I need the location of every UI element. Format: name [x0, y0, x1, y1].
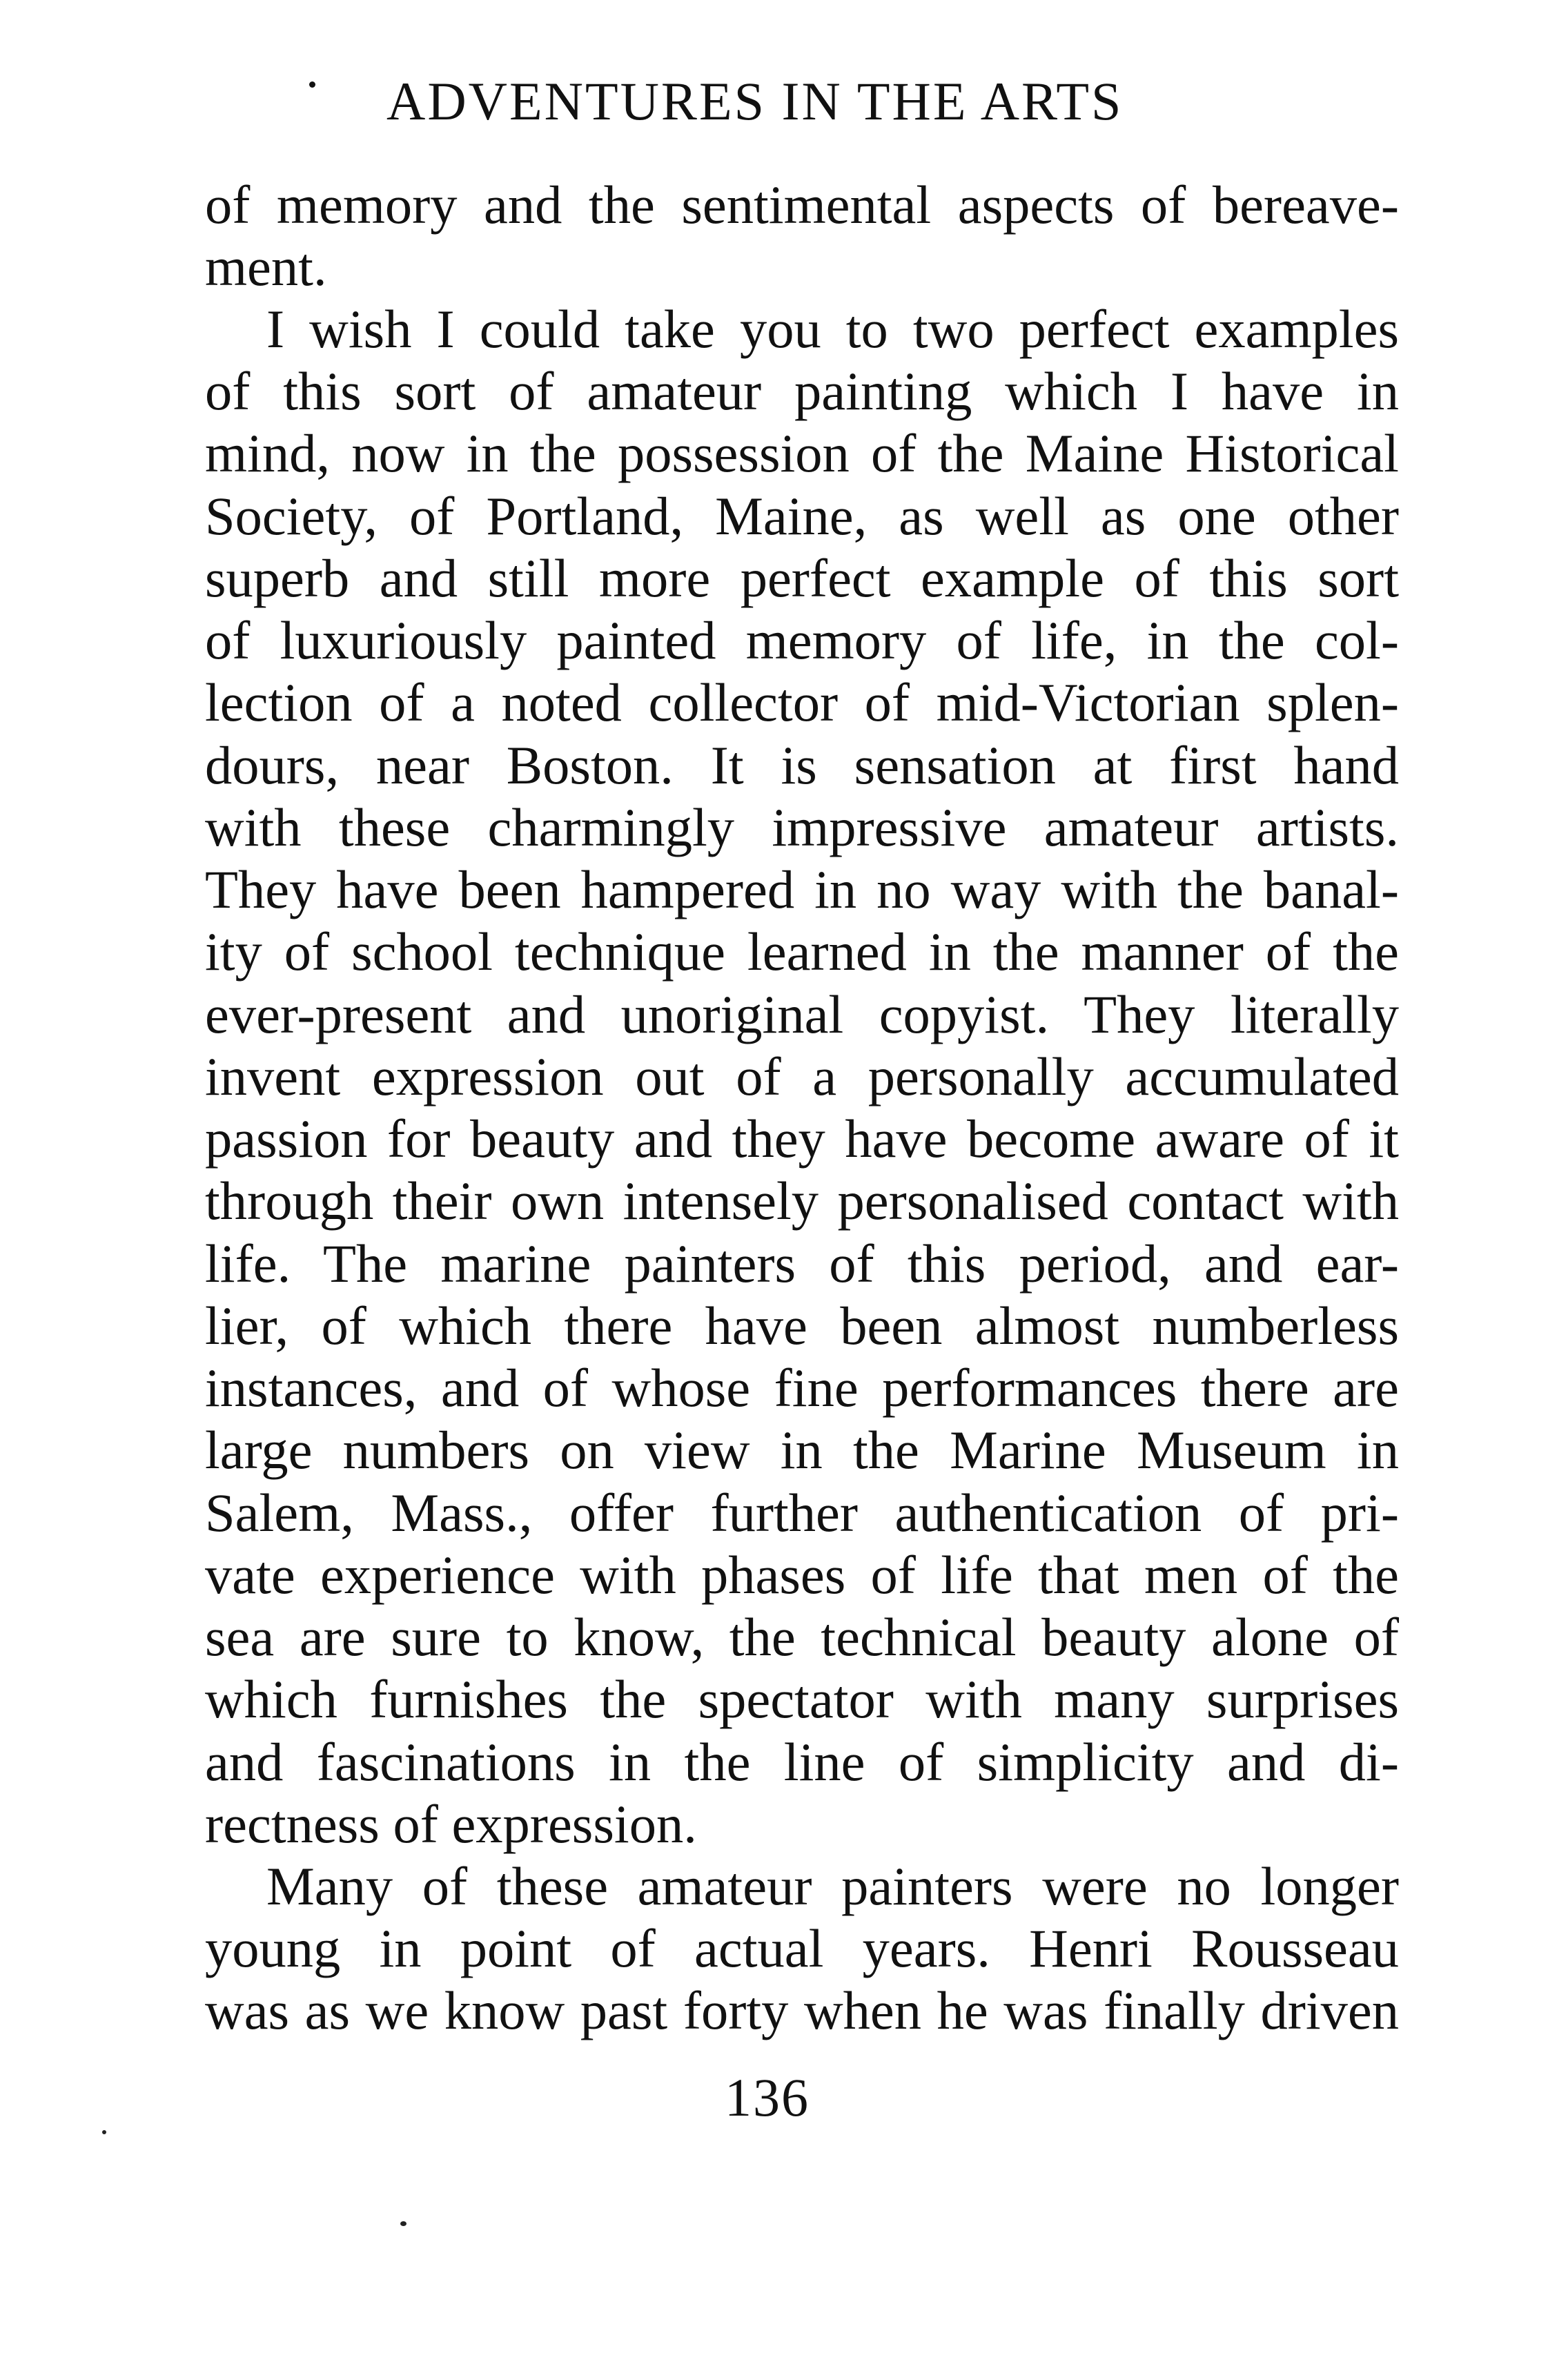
text-line: life. The marine painters of this period, and ear-: [205, 1233, 1399, 1294]
text-line: which furnishes the spectator with many surprises: [205, 1669, 1399, 1729]
text-line: dours, near Boston. It is sensation at first hand: [205, 735, 1399, 795]
text-line: I wish I could take you to two perfect examples: [266, 299, 1399, 359]
text-line: through their own intensely personalised contact with: [205, 1171, 1399, 1231]
text-line: young in point of actual years. Henri Rousseau: [205, 1918, 1399, 1978]
text-line: of this sort of amateur painting which I have in: [205, 361, 1399, 421]
text-line: sea are sure to know, the technical beauty alone of: [205, 1607, 1399, 1667]
text-line: with these charmingly impressive amateur artists.: [205, 797, 1399, 857]
text-line: ever-present and unoriginal copyist. They literally: [205, 984, 1399, 1044]
text-line: Many of these amateur painters were no longer: [266, 1856, 1399, 1916]
text-line: Salem, Mass., offer further authentication of pri-: [205, 1483, 1399, 1543]
text-line: rectness of expression.: [205, 1794, 697, 1854]
printer-mark-dot: [309, 81, 315, 88]
text-line: invent expression out of a personally accumulated: [205, 1046, 1399, 1106]
text-line: and fascinations in the line of simplicity and di-: [205, 1732, 1399, 1792]
text-line: lection of a noted collector of mid-Victorian splen-: [205, 672, 1399, 732]
text-line: ment.: [205, 237, 327, 297]
text-line: was as we know past forty when he was finally driven: [205, 1980, 1399, 2040]
text-line: mind, now in the possession of the Maine Historical: [205, 423, 1399, 483]
text-line: instances, and of whose fine performances there are: [205, 1358, 1399, 1418]
text-line: They have been hampered in no way with the banal-: [205, 859, 1399, 919]
page-number: 136: [725, 2067, 810, 2127]
ink-speck: [400, 2221, 406, 2226]
ink-speck: [102, 2130, 106, 2134]
text-line: ity of school technique learned in the manner of the: [205, 921, 1399, 982]
text-line: superb and still more perfect example of this sort: [205, 548, 1399, 608]
text-line: vate experience with phases of life that men of the: [205, 1545, 1399, 1605]
text-line: Society, of Portland, Maine, as well as one other: [205, 486, 1399, 546]
running-head: ADVENTURES IN THE ARTS: [386, 71, 1124, 131]
text-line: lier, of which there have been almost numberless: [205, 1296, 1399, 1356]
text-line: of luxuriously painted memory of life, in the col-: [205, 610, 1399, 670]
text-line: passion for beauty and they have become aware of it: [205, 1109, 1399, 1169]
text-line: of memory and the sentimental aspects of bereave-: [205, 175, 1399, 235]
text-line: large numbers on view in the Marine Museum in: [205, 1420, 1399, 1480]
